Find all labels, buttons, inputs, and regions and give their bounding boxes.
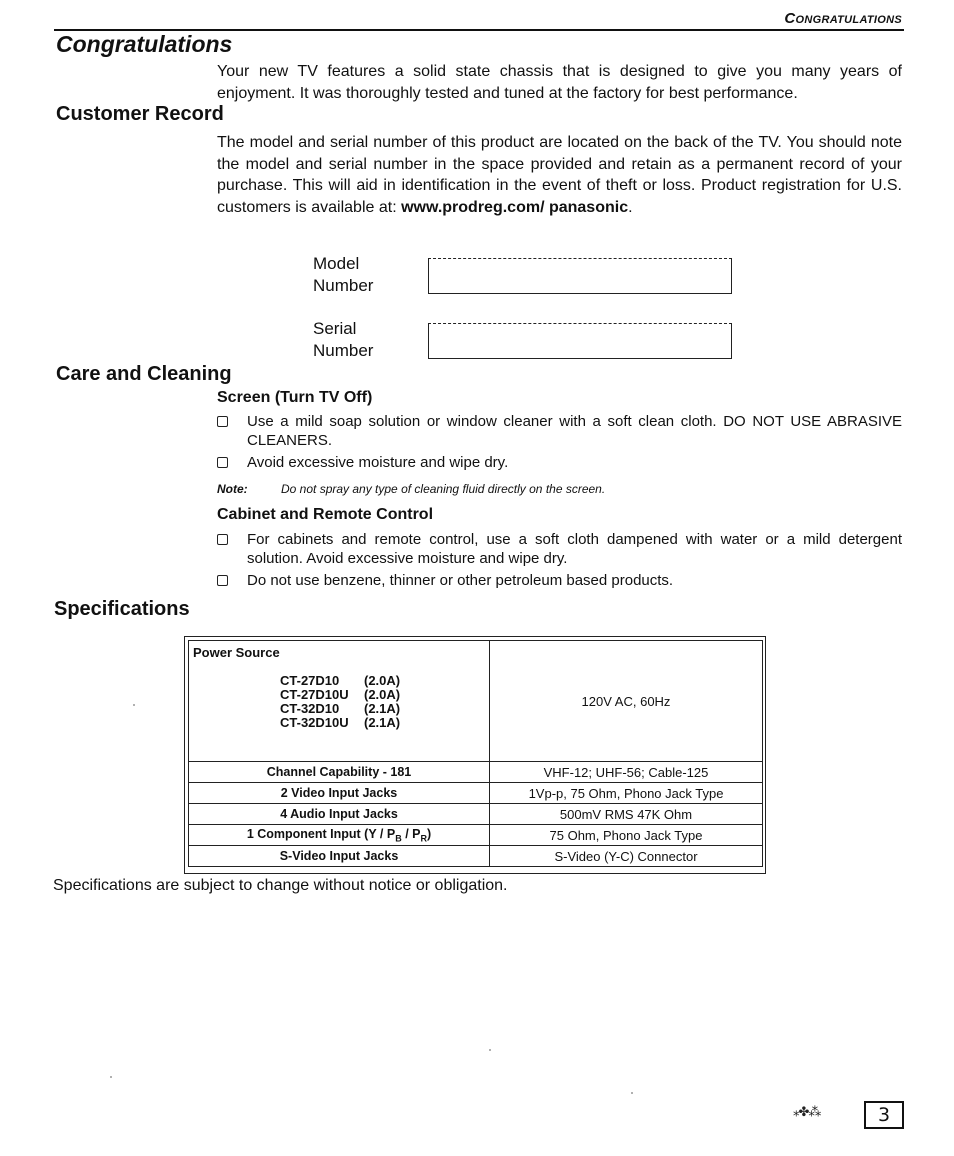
- spec-label-part: / P: [401, 826, 421, 841]
- model-current: (2.0A): [364, 673, 401, 688]
- serial-label-line1: Serial: [313, 319, 357, 338]
- checkbox-bullet-icon: [217, 457, 228, 468]
- model-label-line2: Number: [313, 276, 374, 295]
- list-item: [217, 412, 902, 450]
- model-name: CT-32D10: [280, 701, 340, 716]
- table-row: [189, 783, 763, 804]
- registration-link[interactable]: www.prodreg.com/ panasonic: [401, 198, 629, 216]
- spec-label-sub: B: [395, 833, 402, 844]
- model-current: (2.0A): [364, 687, 401, 702]
- spec-label-sub: R: [420, 833, 427, 844]
- cleaning-note: [217, 482, 605, 496]
- table-row: [189, 804, 763, 825]
- spec-value: 75 Ohm, Phono Jack Type: [490, 825, 763, 846]
- list-item: [217, 530, 902, 568]
- bullet-text: Use a mild soap solution or window cleaner with a soft clean cloth. DO NOT USE ABRASIVE CLEANERS.: [247, 413, 902, 449]
- spec-label: 4 Audio Input Jacks: [189, 804, 490, 825]
- table-row: [189, 762, 763, 783]
- customer-record-body: The model and serial number of this product are located on the back of the TV. You should note the model and serial number in the space provided and retain as a permanent record of your purchase. This will aid in identification in the event of theft or loss. Product registration for U.S. customers is available at:: [217, 134, 902, 216]
- spec-value: 1Vp-p, 75 Ohm, Phono Jack Type: [490, 783, 763, 804]
- spec-label: S-Video Input Jacks: [189, 846, 490, 867]
- bullet-text: For cabinets and remote control, use a soft cloth dampened with water or a mild detergent solution. Avoid excessive moisture and wipe dry.: [247, 531, 902, 567]
- model-name: CT-27D10U: [280, 687, 349, 702]
- checkbox-bullet-icon: [217, 575, 228, 586]
- section-title-congratulations: Congratulations: [56, 31, 233, 57]
- model-current: (2.1A): [364, 701, 401, 716]
- spec-value: VHF-12; UHF-56; Cable-125: [490, 762, 763, 783]
- model-number-field[interactable]: [428, 258, 732, 294]
- spec-table: [188, 640, 763, 867]
- model-row: [280, 674, 485, 688]
- checkbox-bullet-icon: [217, 534, 228, 545]
- screen-heading: Screen (Turn TV Off): [217, 389, 373, 406]
- model-row: [280, 716, 485, 730]
- customer-record-text: [217, 132, 902, 218]
- model-label-line1: Model: [313, 254, 360, 273]
- logo-mark-icon: ⁎✤⁂: [793, 1104, 821, 1119]
- cabinet-heading: Cabinet and Remote Control: [217, 506, 434, 523]
- section-title-customer-record: Customer Record: [56, 103, 224, 125]
- checkbox-bullet-icon: [217, 416, 228, 427]
- spec-label: 2 Video Input Jacks: [189, 783, 490, 804]
- end-punct: .: [628, 198, 633, 216]
- scan-speck: [489, 1049, 491, 1051]
- power-value-cell: 120V AC, 60Hz: [490, 641, 763, 762]
- power-source-label: Power Source: [193, 645, 280, 660]
- model-name: CT-32D10U: [280, 715, 349, 730]
- list-item: [217, 453, 902, 472]
- model-row: [280, 702, 485, 716]
- spec-footnote: Specifications are subject to change without notice or obligation.: [53, 877, 508, 894]
- spec-value: 500mV RMS 47K Ohm: [490, 804, 763, 825]
- congratulations-text: Your new TV features a solid state chassis that is designed to give you many years of enjoyment. It was thoroughly tested and tuned at the factory for best performance.: [217, 63, 902, 102]
- model-name: CT-27D10: [280, 673, 340, 688]
- model-row: [280, 688, 485, 702]
- serial-number-field[interactable]: [428, 323, 732, 359]
- note-text: Do not spray any type of cleaning fluid directly on the screen.: [281, 482, 606, 496]
- spec-label: Channel Capability - 181: [189, 762, 490, 783]
- table-row: [189, 846, 763, 867]
- bullet-text: Do not use benzene, thinner or other petroleum based products.: [247, 572, 674, 589]
- serial-label-line2: Number: [313, 341, 374, 360]
- list-item: [217, 571, 902, 590]
- scan-speck: [133, 704, 135, 706]
- spec-value: S-Video (Y-C) Connector: [490, 846, 763, 867]
- running-head: Congratulations: [784, 10, 902, 27]
- section-title-specifications: Specifications: [54, 598, 190, 620]
- scan-speck: [110, 1076, 112, 1078]
- spec-label-part: 1 Component Input (Y / P: [246, 826, 396, 841]
- model-list: [280, 674, 485, 730]
- note-label: Note:: [217, 482, 248, 496]
- section-title-care-cleaning: Care and Cleaning: [56, 363, 232, 385]
- power-source-cell: [189, 641, 490, 762]
- page-number: 3: [864, 1101, 904, 1129]
- scan-speck: [631, 1092, 633, 1094]
- model-current: (2.1A): [364, 715, 401, 730]
- table-row: [189, 825, 763, 846]
- serial-number-label: [313, 318, 373, 362]
- spec-label: [189, 825, 490, 846]
- spec-label-part: ): [426, 826, 432, 841]
- bullet-text: Avoid excessive moisture and wipe dry.: [247, 454, 509, 471]
- model-number-label: [313, 253, 373, 297]
